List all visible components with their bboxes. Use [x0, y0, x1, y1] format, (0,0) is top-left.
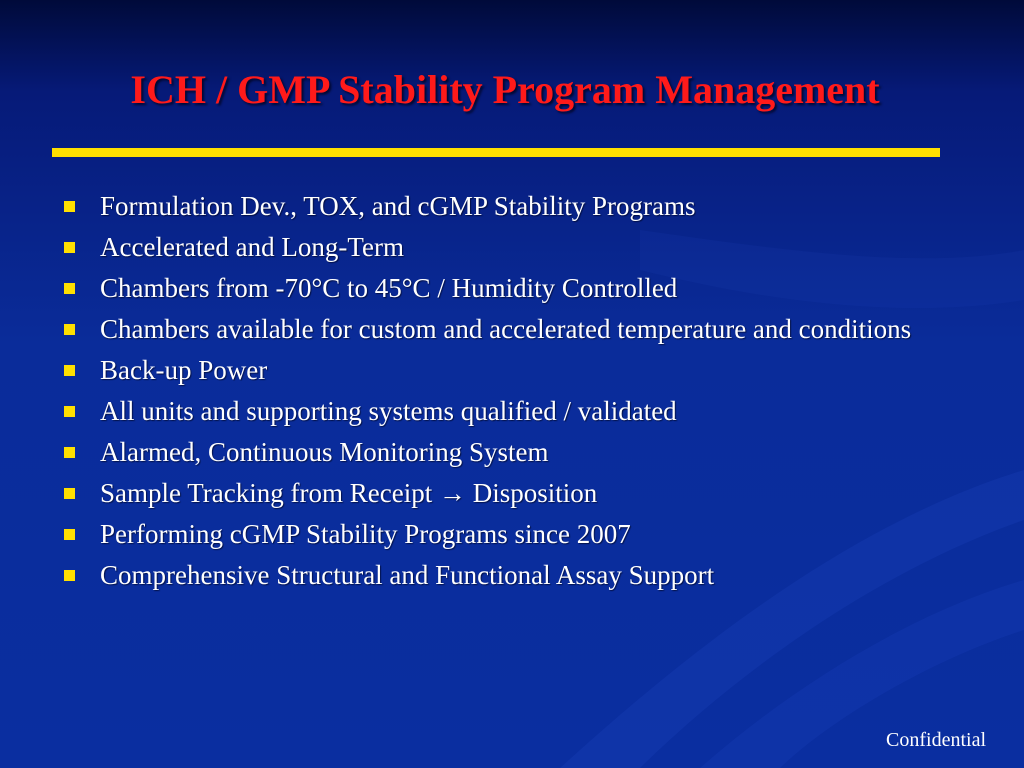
bullet-item	[60, 473, 960, 514]
square-bullet-icon	[64, 365, 75, 376]
bullet-text: Formulation Dev., TOX, and cGMP Stability Programs	[100, 191, 696, 221]
bullet-text: Chambers available for custom and accelerated temperature and conditions	[100, 314, 912, 344]
bullet-item	[60, 514, 960, 555]
square-bullet-icon	[64, 529, 75, 540]
square-bullet-icon	[64, 242, 75, 253]
slide-title: ICH / GMP Stability Program Management	[130, 67, 880, 112]
title-underline-rule	[52, 148, 940, 157]
bullet-item	[60, 186, 960, 227]
bullet-text: Accelerated and Long-Term	[100, 232, 404, 262]
bullet-item	[60, 268, 960, 309]
bullet-item	[60, 227, 960, 268]
bullet-item	[60, 309, 960, 350]
square-bullet-icon	[64, 283, 75, 294]
confidential-footer: Confidential	[886, 729, 986, 751]
bullet-item	[60, 391, 960, 432]
bullet-text: Back-up Power	[100, 355, 268, 385]
bullet-text: Chambers from -70°C to 45°C / Humidity Controlled	[100, 273, 678, 303]
bullet-list	[60, 186, 960, 596]
bullet-text: Alarmed, Continuous Monitoring System	[100, 437, 549, 467]
square-bullet-icon	[64, 201, 75, 212]
square-bullet-icon	[64, 570, 75, 581]
square-bullet-icon	[64, 324, 75, 335]
bullet-text: Comprehensive Structural and Functional Assay Support	[100, 560, 715, 590]
square-bullet-icon	[64, 447, 75, 458]
bullet-item	[60, 555, 960, 596]
square-bullet-icon	[64, 406, 75, 417]
bullet-item	[60, 350, 960, 391]
bullet-text: Sample Tracking from Receipt → Disposition	[100, 478, 598, 508]
bullet-text: Performing cGMP Stability Programs since 2007	[100, 519, 631, 549]
square-bullet-icon	[64, 488, 75, 499]
bullet-text: All units and supporting systems qualified / validated	[100, 396, 677, 426]
bullet-item	[60, 432, 960, 473]
